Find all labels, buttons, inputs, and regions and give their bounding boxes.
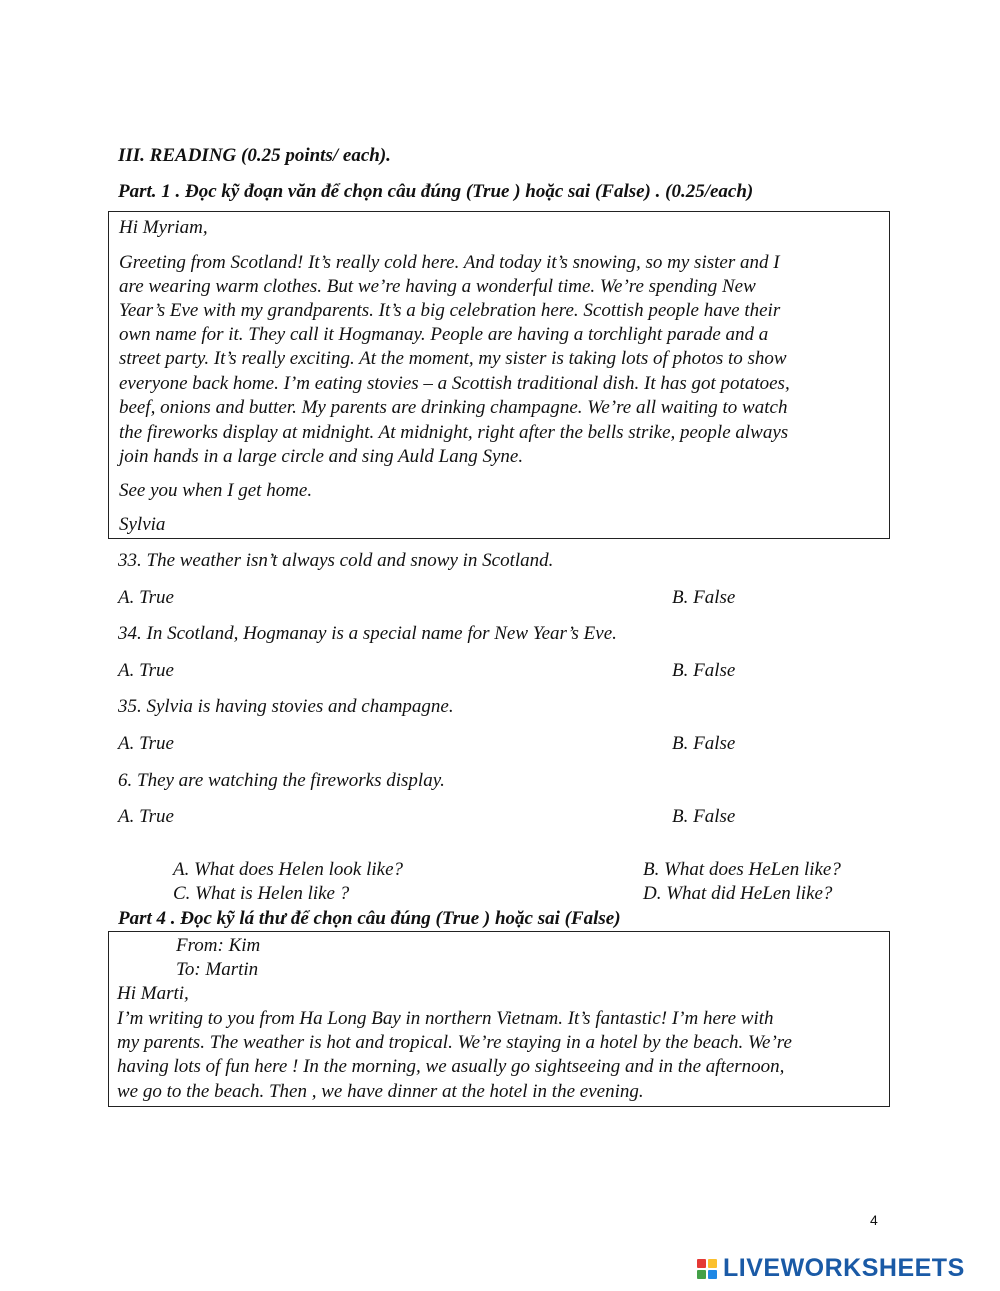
choice-c[interactable]: C. What is Helen like ? bbox=[173, 883, 350, 904]
letter-box-1 bbox=[108, 211, 890, 539]
question-text: 6. They are watching the fireworks display. bbox=[118, 770, 445, 791]
logo-square bbox=[708, 1270, 717, 1279]
letter-signature: Sylvia bbox=[119, 514, 166, 535]
letter-closing: See you when I get home. bbox=[119, 480, 313, 501]
option-true[interactable]: A. True bbox=[118, 806, 174, 827]
option-true[interactable]: A. True bbox=[118, 660, 174, 681]
letter-body-line: we go to the beach. Then , we have dinner at the hotel in the evening. bbox=[117, 1081, 644, 1102]
option-false[interactable]: B. False bbox=[672, 733, 736, 754]
logo-square bbox=[708, 1259, 717, 1268]
page-number: 4 bbox=[870, 1212, 878, 1228]
option-false[interactable]: B. False bbox=[672, 587, 736, 608]
letter-from: From: Kim bbox=[176, 935, 261, 956]
logo-square bbox=[697, 1259, 706, 1268]
letter-body-line: Year’s Eve with my grandparents. It’s a big celebration here. Scottish people have their bbox=[119, 300, 781, 321]
part1-title: Part. 1 . Đọc kỹ đoạn văn để chọn câu đúng (True ) hoặc sai (False) . (0.25/each) bbox=[118, 181, 754, 202]
brand-name: LIVEWORKSHEETS bbox=[723, 1254, 965, 1282]
choice-b[interactable]: B. What does HeLen like? bbox=[643, 859, 841, 880]
logo-grid-icon bbox=[697, 1259, 717, 1279]
letter-greeting: Hi Myriam, bbox=[119, 217, 208, 238]
letter-to: To: Martin bbox=[176, 959, 259, 980]
option-true[interactable]: A. True bbox=[118, 587, 174, 608]
letter-body-line: own name for it. They call it Hogmanay. People are having a torchlight parade and a bbox=[119, 324, 769, 345]
option-true[interactable]: A. True bbox=[118, 733, 174, 754]
letter-body-line: everyone back home. I’m eating stovies – a Scottish traditional dish. It has got potatoes, bbox=[119, 373, 790, 394]
option-false[interactable]: B. False bbox=[672, 660, 736, 681]
choice-a[interactable]: A. What does Helen look like? bbox=[173, 859, 404, 880]
logo-square bbox=[697, 1270, 706, 1279]
liveworksheets-logo[interactable] bbox=[697, 1254, 965, 1283]
option-false[interactable]: B. False bbox=[672, 806, 736, 827]
letter-body-line: my parents. The weather is hot and tropical. We’re staying in a hotel by the beach. We’re bbox=[117, 1032, 792, 1053]
question-text: 35. Sylvia is having stovies and champagne. bbox=[118, 696, 454, 717]
part4-title: Part 4 . Đọc kỹ lá thư để chọn câu đúng (True ) hoặc sai (False) bbox=[118, 908, 621, 929]
letter-body-line: are wearing warm clothes. But we’re having a wonderful time. We’re spending New bbox=[119, 276, 756, 297]
question-text: 33. The weather isn’t always cold and snowy in Scotland. bbox=[118, 550, 554, 571]
letter-body-line: Greeting from Scotland! It’s really cold here. And today it’s snowing, so my sister and I bbox=[119, 252, 780, 273]
letter-body-line: beef, onions and butter. My parents are drinking champagne. We’re all waiting to watch bbox=[119, 397, 788, 418]
letter-body-line: the fireworks display at midnight. At midnight, right after the bells strike, people always bbox=[119, 422, 789, 443]
choice-d[interactable]: D. What did HeLen like? bbox=[643, 883, 833, 904]
letter-body-line: street party. It’s really exciting. At the moment, my sister is taking lots of photos to show bbox=[119, 348, 787, 369]
section-title: III. READING (0.25 points/ each). bbox=[118, 145, 391, 166]
letter-greeting: Hi Marti, bbox=[117, 983, 189, 1004]
letter-body-line: I’m writing to you from Ha Long Bay in northern Vietnam. It’s fantastic! I’m here with bbox=[117, 1008, 774, 1029]
question-text: 34. In Scotland, Hogmanay is a special name for New Year’s Eve. bbox=[118, 623, 617, 644]
letter-body-line: having lots of fun here ! In the morning, we asually go sightseeing and in the afternoon, bbox=[117, 1056, 785, 1077]
letter-body-line: join hands in a large circle and sing Auld Lang Syne. bbox=[119, 446, 524, 467]
letter-box-2 bbox=[108, 931, 890, 1107]
